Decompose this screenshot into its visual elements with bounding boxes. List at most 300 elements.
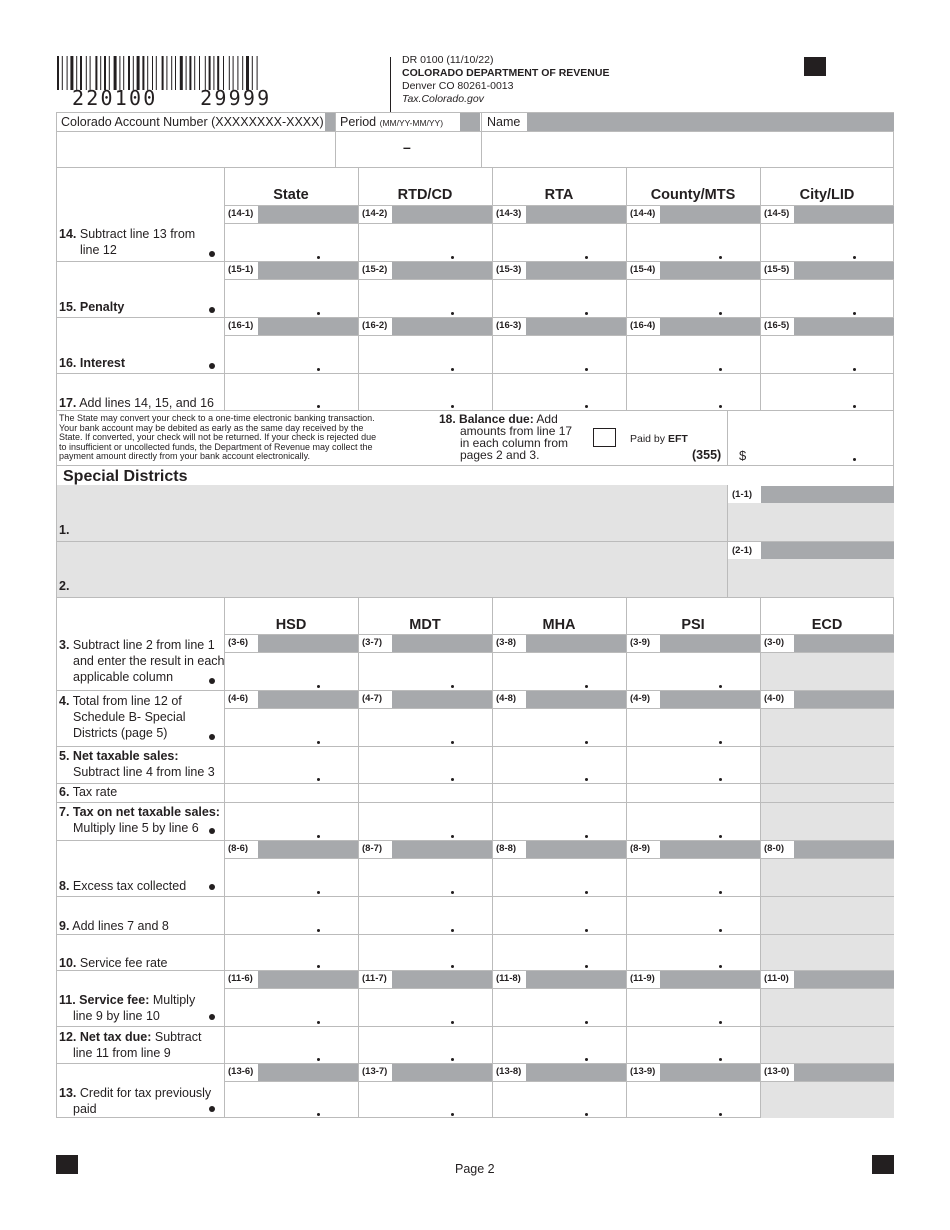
amount-field[interactable] [493, 859, 626, 896]
line-text-cont: Schedule B- Special [73, 710, 186, 724]
amount-field[interactable] [627, 859, 760, 896]
field-code: (11-6) [228, 973, 253, 984]
column-header: HSD [275, 617, 307, 633]
field-shade [258, 206, 358, 223]
field-shade [258, 841, 358, 858]
decimal-point [451, 1113, 454, 1116]
required-bullet [209, 678, 215, 684]
line-text-cont: Subtract line 4 from line 3 [73, 765, 215, 779]
decimal-point [853, 405, 856, 408]
column-header: RTA [544, 187, 574, 203]
line-18-text3: in each column from [460, 436, 569, 450]
line-label [59, 226, 219, 258]
line-label [59, 355, 219, 371]
field-shade [258, 971, 358, 988]
field-code: (16-1) [228, 320, 254, 331]
amount-field[interactable] [225, 1082, 358, 1118]
line-text-cont: line 11 from line 9 [73, 1046, 171, 1060]
barcode-bar [175, 56, 176, 90]
field-shade [258, 262, 358, 279]
line-number: 17. [59, 396, 77, 410]
barcode-bar [246, 56, 249, 90]
decimal-point [317, 835, 320, 838]
decimal-point [317, 778, 320, 781]
decimal-point [719, 368, 722, 371]
amount-field[interactable] [225, 653, 358, 690]
line-2-field[interactable] [728, 559, 894, 597]
barcode-bar [95, 56, 97, 90]
line-text: Subtract line 13 from [79, 227, 196, 241]
barcode-bar [229, 56, 230, 90]
field-shade [392, 206, 492, 223]
decimal-point [585, 929, 588, 932]
decimal-point [719, 835, 722, 838]
line-label [59, 395, 219, 411]
required-bullet [209, 828, 215, 834]
field-shade [660, 841, 760, 858]
field-code: (8-9) [630, 843, 651, 854]
field-shade [794, 206, 894, 223]
line-number: 5. [59, 749, 70, 763]
decimal-point [719, 685, 722, 688]
amount-field[interactable] [493, 709, 626, 746]
amount-field[interactable] [627, 653, 760, 690]
decimal-point [317, 368, 320, 371]
field-shade [794, 691, 894, 708]
balance-due-field[interactable] [728, 411, 894, 465]
period-field[interactable] [336, 132, 481, 167]
decimal-point [451, 965, 454, 968]
amount-field[interactable] [359, 989, 492, 1026]
amount-field[interactable] [761, 709, 894, 746]
amount-field[interactable] [225, 784, 358, 802]
line-2-shade [761, 542, 894, 559]
eft-checkbox[interactable] [593, 428, 616, 447]
decimal-point [451, 1058, 454, 1061]
line-2-num: 2. [59, 579, 70, 593]
column-header: PSI [681, 617, 705, 633]
field-code: (15-3) [496, 264, 522, 275]
amount-field[interactable] [225, 897, 358, 934]
amount-field[interactable] [493, 653, 626, 690]
barcode-bar [180, 56, 183, 90]
amount-field[interactable] [225, 280, 358, 317]
decimal-point [451, 685, 454, 688]
amount-field[interactable] [225, 224, 358, 261]
barcode-bar [86, 56, 87, 90]
required-bullet [209, 1106, 215, 1112]
line-text-bold: Tax on net taxable sales: [72, 805, 220, 819]
amount-field[interactable] [627, 935, 760, 970]
decimal-point [585, 312, 588, 315]
line-number: 6. [59, 785, 70, 799]
barcode-bar [194, 56, 195, 90]
field-shade [660, 691, 760, 708]
amount-field[interactable] [359, 784, 492, 802]
account-number-label: Colorado Account Number (XXXXXXXX-XXXX) [61, 115, 324, 129]
barcode-bar [199, 56, 200, 90]
field-code: (11-9) [630, 973, 655, 984]
amount-field[interactable] [359, 224, 492, 261]
amount-field[interactable] [225, 859, 358, 896]
line-text-bold: Net tax due: [79, 1030, 152, 1044]
amount-field[interactable] [761, 784, 894, 802]
barcode-bar [147, 56, 148, 90]
barcode-bar [209, 56, 211, 90]
barcode-bar [57, 56, 59, 90]
barcode-bar [80, 56, 82, 90]
amount-field[interactable] [493, 1082, 626, 1118]
amount-field[interactable] [627, 336, 760, 373]
line-1-num: 1. [59, 523, 70, 537]
field-code: (14-3) [496, 208, 522, 219]
amount-field[interactable] [493, 989, 626, 1026]
column-header: RTD/CD [397, 187, 453, 203]
amount-field[interactable] [761, 653, 894, 690]
eft-text: EFT [667, 433, 688, 445]
decimal-point [317, 685, 320, 688]
amount-field[interactable] [627, 784, 760, 802]
amount-field[interactable] [359, 803, 492, 840]
amount-field[interactable] [761, 224, 894, 261]
line-number: 15. [59, 300, 77, 314]
amount-field[interactable] [627, 803, 760, 840]
barcode-bar [114, 56, 117, 90]
required-bullet [209, 734, 215, 740]
decimal-point [451, 405, 454, 408]
required-bullet [209, 884, 215, 890]
field-code: (16-3) [496, 320, 522, 331]
amount-field[interactable] [627, 709, 760, 746]
decimal-point [317, 1058, 320, 1061]
line-text: Subtract [151, 1030, 202, 1044]
column-header: City/LID [799, 187, 855, 203]
field-code: (8-6) [228, 843, 249, 854]
column-header: County/MTS [650, 187, 736, 203]
barcode [57, 56, 309, 90]
barcode-number: 220100 29999 [72, 86, 272, 110]
line-1-field[interactable] [728, 503, 894, 541]
field-code: (15-5) [764, 264, 790, 275]
barcode-bar [119, 56, 120, 90]
field-code: (13-7) [362, 1066, 388, 1077]
column-header: MDT [409, 617, 441, 633]
decimal-point [853, 368, 856, 371]
amount-field[interactable] [493, 280, 626, 317]
form-id: DR 0100 (11/10/22) [402, 54, 494, 66]
notice-line: State. If converted, your check will not be returned. If your check is rejected due [59, 432, 377, 443]
field-code: (14-4) [630, 208, 656, 219]
field-shade [794, 318, 894, 335]
field-shade [660, 1064, 760, 1081]
decimal-point [451, 312, 454, 315]
amount-field[interactable] [225, 374, 358, 410]
amount-field[interactable] [359, 709, 492, 746]
line-18-label [439, 413, 572, 461]
line-2-code: (2-1) [732, 545, 753, 556]
field-shade [526, 635, 626, 652]
column-header: ECD [811, 617, 843, 633]
field-shade [392, 1064, 492, 1081]
column-header: MHA [542, 617, 576, 633]
field-shade [794, 635, 894, 652]
field-shade [660, 971, 760, 988]
barcode-bar [109, 56, 110, 90]
field-shade [794, 971, 894, 988]
field-shade [526, 1064, 626, 1081]
notice-line: to insufficient or uncollected funds, the Department of Revenue may collect the [59, 441, 373, 452]
amount-field[interactable] [359, 653, 492, 690]
field-shade [526, 971, 626, 988]
decimal-point [719, 891, 722, 894]
line-label [59, 299, 219, 315]
amount-field[interactable] [225, 935, 358, 970]
barcode-bar [62, 56, 63, 90]
amount-field[interactable] [493, 935, 626, 970]
amount-field[interactable] [359, 374, 492, 410]
amount-field[interactable] [225, 709, 358, 746]
amount-field[interactable] [761, 747, 894, 783]
field-code: (11-0) [764, 973, 789, 984]
amount-field[interactable] [359, 897, 492, 934]
required-bullet [209, 251, 215, 257]
decimal-point [451, 368, 454, 371]
field-code: (14-1) [228, 208, 254, 219]
barcode-bar [67, 56, 68, 90]
registration-mark-bottom-right [872, 1155, 894, 1174]
amount-field[interactable] [627, 1027, 760, 1063]
line-text: Interest [79, 356, 126, 370]
field-shade [526, 262, 626, 279]
line-text: Penalty [79, 300, 125, 314]
amount-field[interactable] [761, 989, 894, 1026]
amount-field[interactable] [493, 374, 626, 410]
line-text-cont: Districts (page 5) [73, 726, 168, 740]
field-shade [660, 206, 760, 223]
line-text-cont: Multiply line 5 by line 6 [73, 821, 199, 835]
amount-field[interactable] [359, 859, 492, 896]
column-header: State [273, 187, 309, 203]
registration-mark-top-right [804, 57, 826, 76]
amount-field[interactable] [225, 1027, 358, 1063]
notice-line: The State may convert your check to a one-time electronic banking transaction. [59, 413, 375, 423]
barcode-bar [142, 56, 144, 90]
required-bullet [209, 363, 215, 369]
amount-field[interactable] [761, 336, 894, 373]
amount-field[interactable] [493, 803, 626, 840]
line-label [59, 918, 225, 934]
field-shade [794, 262, 894, 279]
line-1-shade [761, 486, 894, 503]
barcode-bar [205, 56, 206, 90]
line-label [59, 1085, 225, 1117]
page-number: Page 2 [455, 1162, 495, 1176]
decimal-point [585, 685, 588, 688]
barcode-bar [123, 56, 124, 90]
amount-field[interactable] [761, 374, 894, 410]
field-shade [660, 318, 760, 335]
decimal-point [451, 741, 454, 744]
line-label [59, 804, 225, 836]
field-code: (16-4) [630, 320, 656, 331]
line-number: 9. [59, 919, 70, 933]
decimal-point [451, 835, 454, 838]
form-page-2 [56, 112, 894, 1118]
amount-field[interactable] [225, 747, 358, 783]
amount-field[interactable] [627, 1082, 760, 1118]
field-shade [258, 318, 358, 335]
line-label [59, 637, 225, 685]
special-districts-title: Special Districts [63, 468, 188, 485]
field-code: (15-4) [630, 264, 656, 275]
field-shade [392, 691, 492, 708]
conversion-notice [59, 414, 429, 462]
field-code: (3-0) [764, 637, 785, 648]
decimal-point [585, 256, 588, 259]
field-shade [660, 635, 760, 652]
field-shade [392, 262, 492, 279]
line-number: 11. [59, 993, 76, 1007]
decimal-point [719, 256, 722, 259]
field-code: (14-5) [764, 208, 790, 219]
decimal-point [317, 929, 320, 932]
line-text: Add lines 14, 15, and 16 [79, 396, 215, 410]
decimal-point [585, 778, 588, 781]
amount-field[interactable] [359, 1027, 492, 1063]
line-number: 4. [59, 694, 70, 708]
field-code: (11-8) [496, 973, 521, 984]
decimal-point [317, 256, 320, 259]
field-code: (13-9) [630, 1066, 656, 1077]
period-label-text: Period [340, 115, 377, 129]
amount-field[interactable] [359, 280, 492, 317]
decimal-point [317, 741, 320, 744]
amount-field[interactable] [493, 747, 626, 783]
account-number-field[interactable] [57, 132, 335, 167]
amount-field[interactable] [493, 336, 626, 373]
amount-field[interactable] [761, 1027, 894, 1063]
decimal-point [317, 965, 320, 968]
amount-field[interactable] [627, 897, 760, 934]
line-text-bold: Service fee: [79, 993, 150, 1007]
line-1-row [57, 485, 727, 541]
line-number: 3. [59, 638, 70, 652]
header-info [402, 54, 609, 106]
barcode-bar [90, 56, 91, 90]
amount-field[interactable] [493, 897, 626, 934]
department-name: COLORADO DEPARTMENT OF REVENUE [402, 67, 610, 79]
amount-field[interactable] [359, 1082, 492, 1118]
decimal-point [719, 929, 722, 932]
decimal-point [719, 778, 722, 781]
field-shade [392, 635, 492, 652]
line-number: 13. [59, 1086, 77, 1100]
barcode-bar [137, 56, 140, 90]
amount-field[interactable] [761, 859, 894, 896]
barcode-bar [186, 56, 187, 90]
amount-field[interactable] [761, 935, 894, 970]
required-bullet [209, 307, 215, 313]
decimal-point [585, 1021, 588, 1024]
line-number: 8. [59, 879, 70, 893]
decimal-point [585, 1058, 588, 1061]
amount-field[interactable] [627, 224, 760, 261]
barcode-bar [257, 56, 258, 90]
amount-field[interactable] [493, 784, 626, 802]
line-text: Multiply [149, 993, 196, 1007]
amount-field[interactable] [761, 803, 894, 840]
field-shade [526, 841, 626, 858]
field-shade [392, 971, 492, 988]
barcode-bar [70, 56, 73, 90]
notice-line: payment amount directly from your bank account electronically. [59, 451, 310, 462]
registration-mark-bottom-left [56, 1155, 78, 1174]
field-code: (3-8) [496, 637, 517, 648]
amount-field[interactable] [761, 897, 894, 934]
field-code: (14-2) [362, 208, 388, 219]
line-text: Subtract line 2 from line 1 [72, 638, 215, 652]
department-website: Tax.Colorado.gov [402, 93, 484, 105]
amount-field[interactable] [225, 336, 358, 373]
line-number: 14. [59, 227, 77, 241]
barcode-bar [189, 56, 191, 90]
line-label [59, 878, 225, 894]
line-1-code: (1-1) [732, 489, 753, 500]
line-text-bold: Net taxable sales: [72, 749, 179, 763]
field-shade [258, 635, 358, 652]
amount-field[interactable] [761, 1082, 894, 1118]
field-code: (3-6) [228, 637, 249, 648]
field-code: (8-0) [764, 843, 785, 854]
field-shade [526, 206, 626, 223]
field-code: (11-7) [362, 973, 387, 984]
decimal-point [719, 965, 722, 968]
amount-field[interactable] [359, 747, 492, 783]
notice-line: Your bank account may be debited as early as the same day received by the [59, 422, 364, 433]
line-18-bold: Balance due: [459, 412, 534, 426]
decimal-point [451, 929, 454, 932]
amount-field[interactable] [627, 747, 760, 783]
amount-field[interactable] [627, 989, 760, 1026]
amount-field[interactable] [627, 280, 760, 317]
amount-field[interactable] [627, 374, 760, 410]
line-text: Add lines 7 and 8 [72, 919, 169, 933]
decimal-point [451, 891, 454, 894]
line-text-cont: line 12 [80, 243, 117, 257]
barcode-bar [237, 56, 238, 90]
field-code: (16-5) [764, 320, 790, 331]
decimal-point [451, 778, 454, 781]
amount-field[interactable] [493, 224, 626, 261]
line-number: 7. [59, 805, 70, 819]
dollar-sign: $ [739, 448, 747, 463]
amount-field[interactable] [493, 1027, 626, 1063]
field-code: (4-9) [630, 693, 651, 704]
decimal-point [585, 835, 588, 838]
name-label-shade [527, 113, 894, 131]
amount-field[interactable] [359, 935, 492, 970]
amount-field[interactable] [225, 989, 358, 1026]
amount-field[interactable] [225, 803, 358, 840]
paid-by-eft-label [630, 431, 688, 447]
name-field[interactable] [482, 132, 894, 167]
line-label [59, 955, 225, 971]
field-code: (4-0) [764, 693, 785, 704]
amount-field[interactable] [761, 280, 894, 317]
amount-field[interactable] [359, 336, 492, 373]
field-code: (4-7) [362, 693, 383, 704]
field-shade [258, 691, 358, 708]
